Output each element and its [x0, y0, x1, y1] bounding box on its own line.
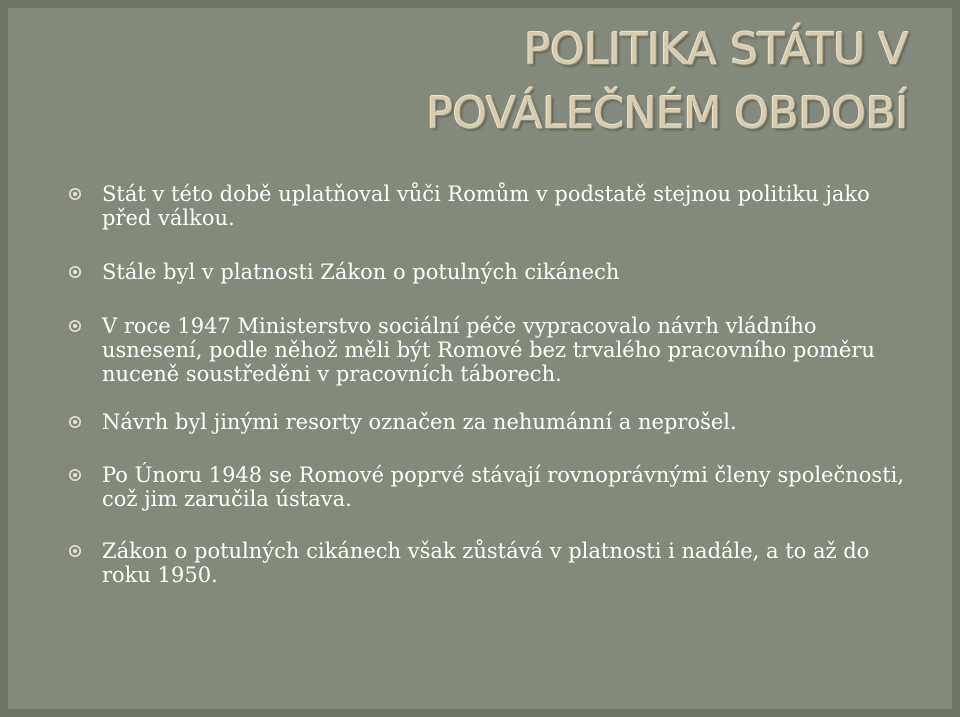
ring-bullet-icon	[68, 544, 82, 558]
bullet-item	[68, 182, 918, 230]
ring-bullet-icon	[68, 468, 82, 482]
bullet-text: V roce 1947 Ministerstvo sociální péče vypracovalo návrh vládního usnesení, podle něhož měli být Romové bez trvalého pracovního poměru nuceně soustředěni v pracovních táborech.	[102, 314, 875, 386]
bullet-item	[68, 463, 918, 511]
content-panel	[8, 8, 952, 709]
bullet-text: Stále byl v platnosti Zákon o potulných cikánech	[102, 260, 620, 284]
title-line-1: POLITIKA STÁTU V	[524, 24, 908, 75]
slide-title	[308, 18, 908, 156]
ring-bullet-icon	[68, 319, 82, 333]
bullet-text: Po Únoru 1948 se Romové poprvé stávají rovnoprávnými členy společnosti, což jim zaručila ústava.	[102, 463, 905, 511]
bullet-item	[68, 260, 918, 284]
title-line-2: POVÁLEČNÉM OBDOBÍ	[426, 88, 908, 139]
bullet-text: Návrh byl jinými resorty označen za nehumánní a neprošel.	[102, 410, 737, 434]
bullet-item	[68, 539, 918, 587]
bullet-text: Zákon o potulných cikánech však zůstává v platnosti i nadále, a to až do roku 1950.	[102, 539, 870, 587]
bullet-text: Stát v této době uplatňoval vůči Romům v podstatě stejnou politiku jako před válkou.	[102, 182, 870, 230]
bullet-list	[68, 182, 918, 587]
ring-bullet-icon	[68, 265, 82, 279]
ring-bullet-icon	[68, 187, 82, 201]
bullet-item	[68, 314, 918, 386]
ring-bullet-icon	[68, 415, 82, 429]
bullet-item	[68, 410, 918, 434]
